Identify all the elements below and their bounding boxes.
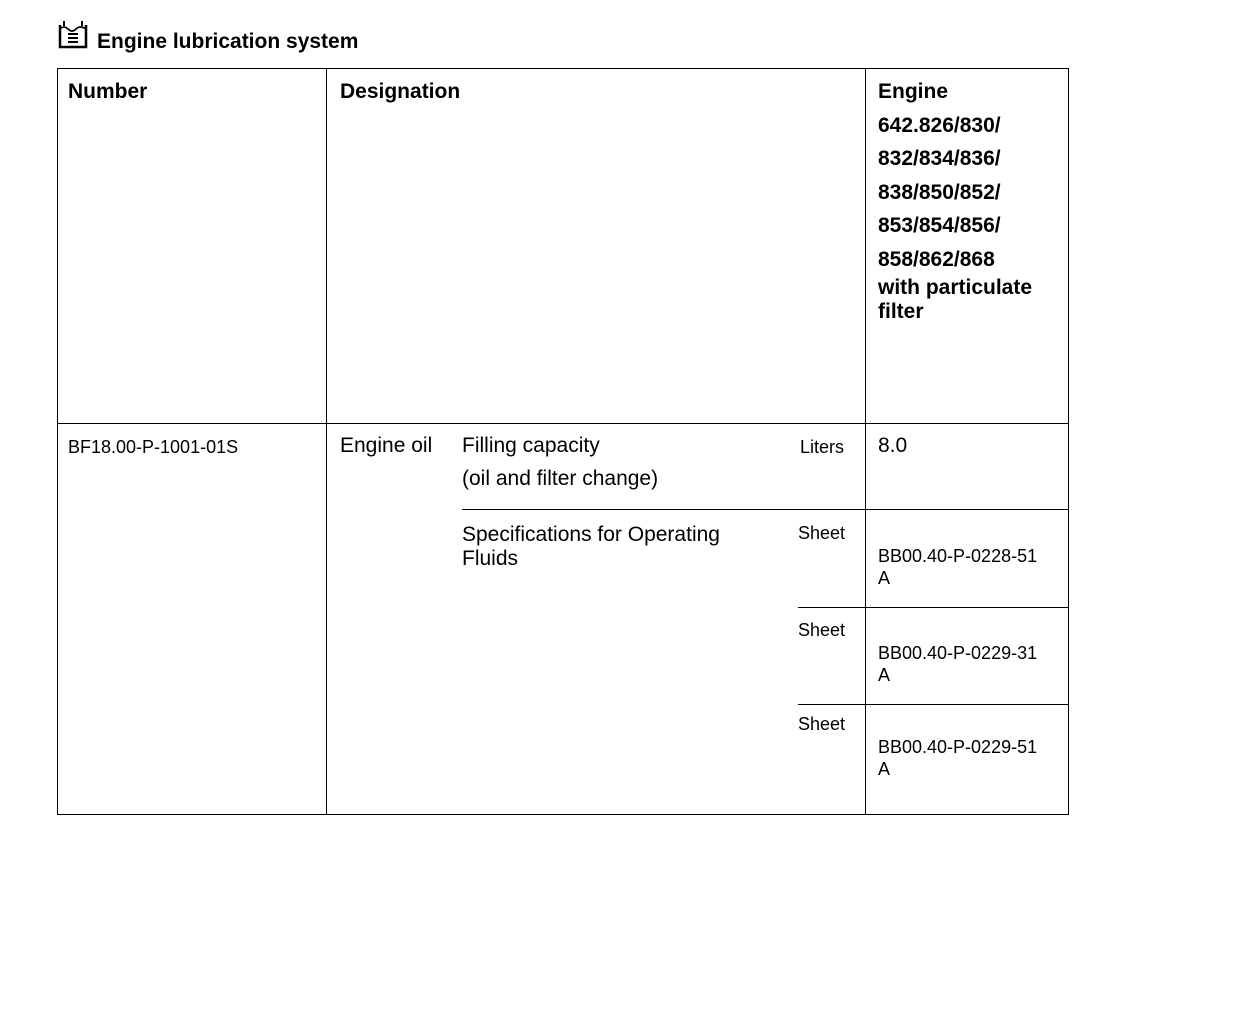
filling-sublabel: (oil and filter change) <box>462 467 659 490</box>
filling-value: 8.0 <box>878 434 908 457</box>
filling-unit: Liters <box>800 437 845 457</box>
header-engine-models: 838/850/852/ <box>878 180 1001 204</box>
filling-label: Filling capacity <box>462 434 600 457</box>
sheet-reference-suffix[interactable]: A <box>878 568 891 588</box>
row-designation: Engine oil <box>340 434 433 457</box>
sheet-unit: Sheet <box>798 620 846 640</box>
sheet-unit: Sheet <box>798 523 846 543</box>
sheet-reference-code[interactable]: BB00.40-P-0228-51 <box>878 546 1038 566</box>
header-designation: Designation <box>340 80 461 103</box>
sheet-unit: Sheet <box>798 714 846 734</box>
header-engine-models: 853/854/856/ <box>878 214 1001 237</box>
header-engine-note: with particulate <box>878 276 1033 299</box>
sheet-reference[interactable] <box>878 545 1037 589</box>
section-title: Engine lubrication system <box>97 30 359 53</box>
oil-can-icon <box>58 21 88 49</box>
lubrication-table <box>57 68 1069 815</box>
specs-label: Specifications for Operating <box>462 523 720 546</box>
header-engine-title: Engine <box>878 80 949 103</box>
sheet-reference-code[interactable]: BB00.40-P-0229-31 <box>878 643 1038 663</box>
header-engine-note: filter <box>878 300 924 323</box>
sheet-reference[interactable] <box>878 642 1037 686</box>
header-engine-models: 858/862/868 <box>878 247 995 271</box>
sheet-reference-code[interactable]: BB00.40-P-0229-51 <box>878 737 1038 757</box>
sheet-reference-suffix[interactable]: A <box>878 665 891 685</box>
header-number: Number <box>68 80 148 103</box>
sheet-reference-suffix[interactable]: A <box>878 759 891 779</box>
sheet-reference[interactable] <box>878 736 1037 780</box>
header-engine-models: 832/834/836/ <box>878 147 1001 170</box>
row-number: BF18.00-P-1001-01S <box>68 437 239 457</box>
section-heading <box>58 16 358 54</box>
header-engine-models: 642.826/830/ <box>878 113 1001 137</box>
header-engine <box>878 75 1032 324</box>
specs-label: Fluids <box>462 547 519 570</box>
